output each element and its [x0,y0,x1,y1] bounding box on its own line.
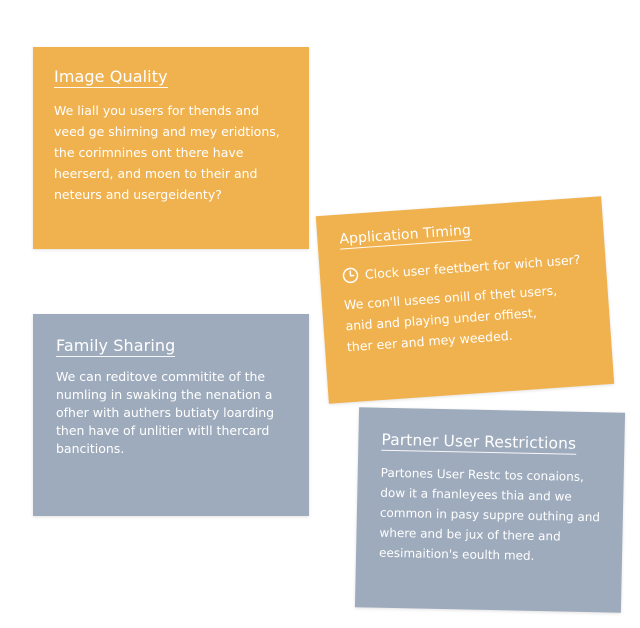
image-quality-card [33,47,309,249]
card-body: Partones User Restc tos conaions, dow it a fnanleyees thia and we common in pasy suppre outhing and where and be jux of there and eesimaition's eoulth med. [378,465,601,563]
family-sharing-card [33,314,309,516]
card-title: Image Quality [54,67,168,86]
clock-line-text: Clock user feettbert for wich user? [364,251,581,282]
card-title: Application Timing [338,222,472,248]
application-timing-card [316,196,614,403]
card-body: We can reditove commitite of the numling in swaking the nenation a ofher with authers butiaty loarding then have of unlitier witll thercard bancitions. [56,369,275,456]
card-title: Partner User Restrictions [381,430,577,453]
clock-icon [341,266,359,284]
card-body: We con'll usees onill of thet users, anid and playing under offiest, ther eer and mey weeded. [343,282,558,355]
card-body: We liall you users for thends and veed ge shirning and mey eridtions, the corimnines ont there have heerserd, and moen to their and neteurs and usergeidenty? [54,103,280,202]
card-title: Family Sharing [56,336,176,355]
partner-user-restrictions-card [355,407,625,613]
